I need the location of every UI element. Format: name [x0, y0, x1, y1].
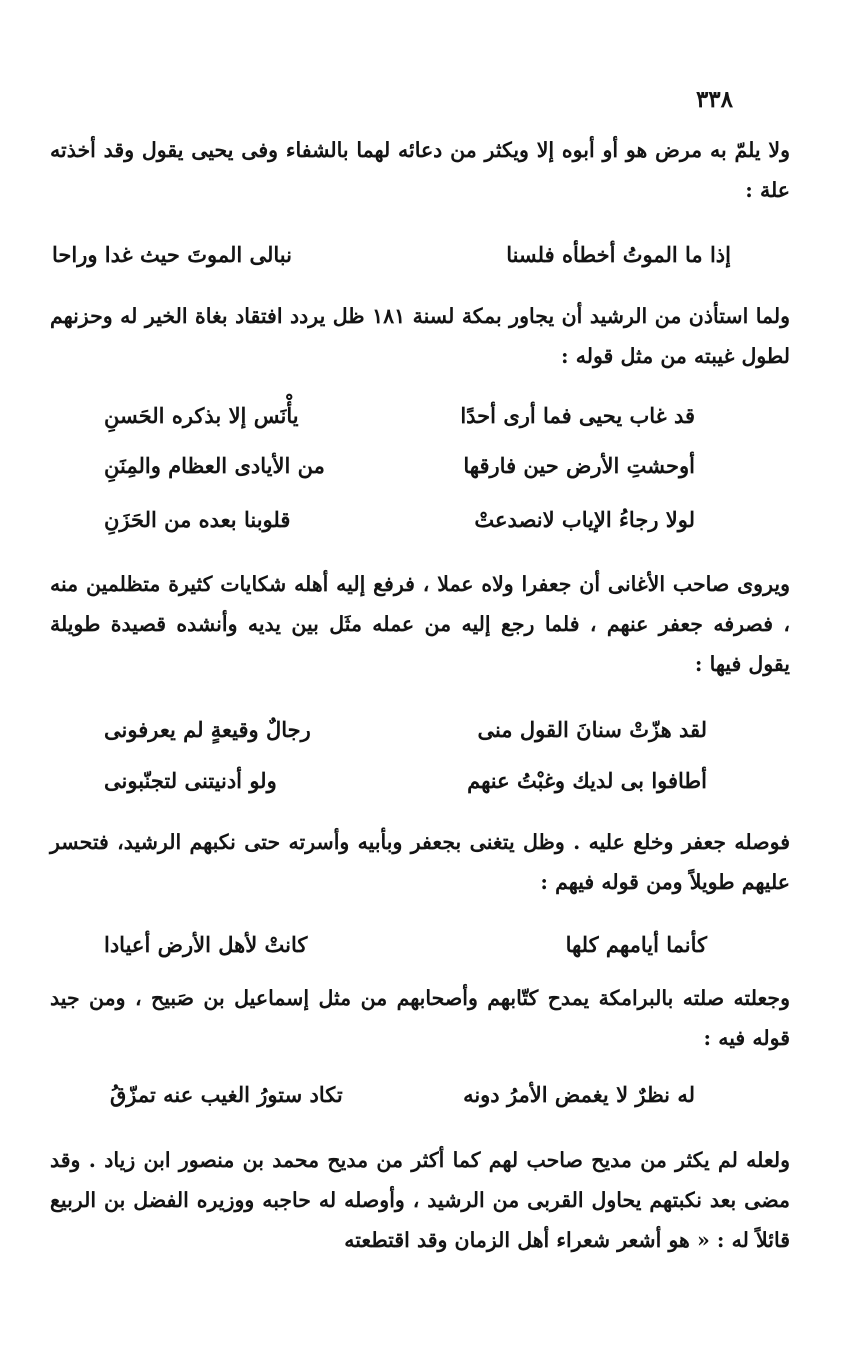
verse-2-line-2-second-hemistich: من الأيادى العظام والمِنَنِ	[104, 453, 325, 478]
page-number: ٣٣٨	[695, 86, 733, 113]
paragraph-3: ويروى صاحب الأغانى أن جعفرا ولاه عملا ، فرفع إليه أهله شكايات كثيرة متظلمين منه ، فصرفه جعفر عنهم ، فلما رجع إليه من عمله مثَل بين يديه وأنشده قصيدة طويلة يقول فيها :	[50, 572, 790, 676]
verse-3-line-1-first-hemistich: لقد هزّتْ سنانَ القول منى	[477, 717, 707, 742]
verse-4-second-hemistich: كانتْ لأهل الأرض أعيادا	[104, 932, 308, 957]
verse-2-line-2-first-hemistich: أوحشتِ الأرض حين فارقها	[463, 453, 695, 478]
paragraph-6: ولعله لم يكثر من مديح صاحب لهم كما أكثر من مديح محمد بن منصور ابن زياد . وقد مضى بعد نكبتهم يحاول القربى من الرشيد ، وأوصله له حاجبه ووزيره الفضل بن الربيع قائلاً له : « هو أشعر شعراء أهل الزمان وقد اقتطعته	[50, 1148, 790, 1252]
verse-5-second-hemistich: تكاد ستورُ الغيب عنه تمزّقُ	[110, 1082, 343, 1107]
verse-2-line-3-second-hemistich: قلوبنا بعده من الحَزَنِ	[104, 507, 291, 532]
paragraph-1: ولا يلمّ به مرض هو أو أبوه إلا ويكثر من دعائه لهما بالشفاء وفى يحيى يقول وقد أخذته علة :	[50, 138, 790, 202]
paragraph-2: ولما استأذن من الرشيد أن يجاور بمكة لسنة ١٨١ ظل يردد افتقاد بغاة الخير له وحزنهم لطول غيبته من مثل قوله :	[50, 304, 791, 368]
verse-2-line-1-second-hemistich: يأْنَس إلا بذكره الحَسنِ	[104, 403, 299, 428]
verse-2-line-3-first-hemistich: لولا رجاءُ الإياب لانصدعتْ	[474, 507, 695, 532]
verse-1-second-hemistich: نبالى الموتَ حيث غدا وراحا	[52, 242, 292, 267]
paragraph-4: فوصله جعفر وخلع عليه . وظل يتغنى بجعفر وبأبيه وأسرته حتى نكبهم الرشيد، فتحسر عليهم طويلاً ومن قوله فيهم :	[50, 830, 790, 894]
verse-5-first-hemistich: له نظرٌ لا يغمض الأمرُ دونه	[463, 1082, 695, 1107]
verse-3-line-2-second-hemistich: ولو أدنيتنى لتجنّبونى	[104, 768, 277, 793]
verse-2-line-1-first-hemistich: قد غاب يحيى فما أرى أحدًا	[460, 403, 695, 428]
verse-1-first-hemistich: إذا ما الموتُ أخطأه فلسنا	[506, 242, 731, 267]
paragraph-5: وجعلته صلته بالبرامكة يمدح كتّابهم وأصحابهم من مثل إسماعيل بن صَبيح ، ومن جيد قوله فيه :	[50, 986, 790, 1050]
verse-3-line-2-first-hemistich: أطافوا بى لديك وغبْتُ عنهم	[467, 768, 707, 793]
verse-3-line-1-second-hemistich: رجالٌ وقيعةٍ لم يعرفونى	[104, 717, 311, 742]
verse-4-first-hemistich: كأنما أيامهم كلها	[565, 932, 707, 957]
